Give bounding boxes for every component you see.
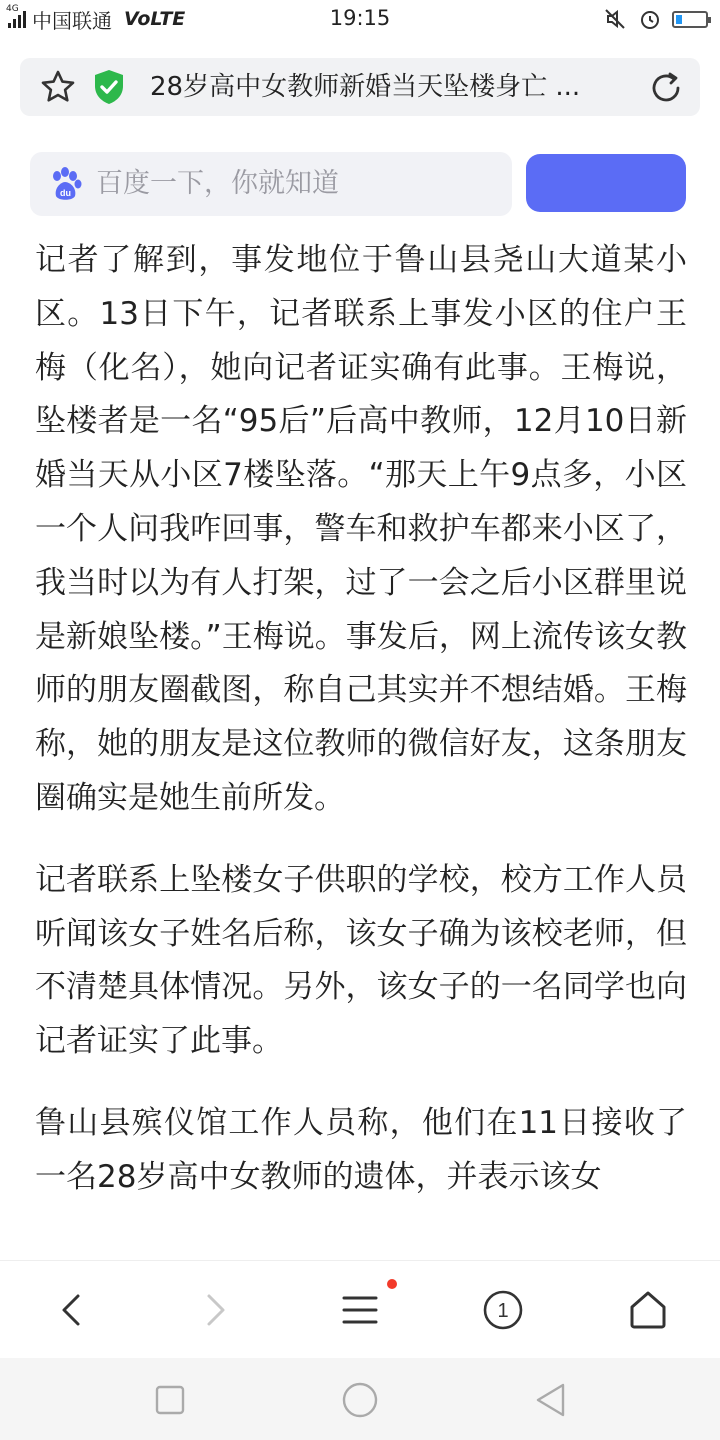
baidu-paw-icon <box>48 166 82 202</box>
security-shield-icon[interactable] <box>90 67 128 107</box>
article-paragraph: 记者联系上坠楼女子供职的学校，校方工作人员听闻该女子姓名后称，该女子确为该校老师，但不清楚具体情况。另外，该女子的一名同学也向记者证实了此事。 <box>35 861 687 1060</box>
battery-icon <box>672 11 708 28</box>
star-icon[interactable] <box>38 67 78 107</box>
home-icon[interactable] <box>626 1288 670 1332</box>
alarm-icon <box>638 7 662 31</box>
home-circle-icon[interactable] <box>340 1380 380 1420</box>
battery-fill <box>676 15 682 24</box>
back-icon[interactable] <box>50 1288 94 1332</box>
search-placeholder: 百度一下，你就知道 <box>96 168 339 199</box>
tab-count: 1 <box>497 1300 509 1322</box>
search-input[interactable] <box>30 152 512 216</box>
status-right <box>604 7 708 31</box>
svg-text:du: du <box>60 188 71 198</box>
menu-icon[interactable] <box>338 1288 382 1332</box>
status-bar <box>0 0 720 38</box>
back-triangle-icon[interactable] <box>530 1380 570 1420</box>
article-paragraph: 鲁山县殡仪馆工作人员称，他们在11日接收了一名28岁高中女教师的遗体，并表示该女 <box>35 1104 687 1195</box>
article-paragraph: 记者了解到，事发地位于鲁山县尧山大道某小区。13日下午，记者联系上事发小区的住户王梅（化名），她向记者证实确有此事。王梅说，坠楼者是一名“95后”后高中教师，12月10日新婚当天从小区7楼坠落。“那天上午9点多，小区一个人问我咋回事，警车和救护车都来小区了，我当时以为有人打架，过了一会之后小区群里说是新娘坠楼。”王梅说。事发后，网上流传该女教师的朋友圈截图，称自己其实并不想结婚。王梅称，她的朋友是这位教师的微信好友，这条朋友圈确实是她生前所发。 <box>35 242 687 816</box>
menu-badge <box>387 1279 397 1289</box>
system-nav-bar <box>0 1358 720 1440</box>
browser-toolbar <box>0 1260 720 1359</box>
page-title[interactable]: 28岁高中女教师新婚当天坠楼身亡 ... <box>150 72 581 102</box>
forward-icon[interactable] <box>193 1288 237 1332</box>
network-type: 4G <box>6 4 19 14</box>
volte-label: VoLTE <box>124 8 186 30</box>
status-time: 19:15 <box>329 6 391 30</box>
tabs-icon[interactable] <box>481 1288 525 1332</box>
article-body <box>35 234 687 1260</box>
search-button[interactable] <box>526 154 686 212</box>
address-bar[interactable] <box>20 58 700 116</box>
carrier-name: 中国联通 <box>32 8 112 33</box>
mute-icon <box>604 7 628 31</box>
reload-icon[interactable] <box>646 68 686 108</box>
recent-apps-icon[interactable] <box>150 1380 190 1420</box>
